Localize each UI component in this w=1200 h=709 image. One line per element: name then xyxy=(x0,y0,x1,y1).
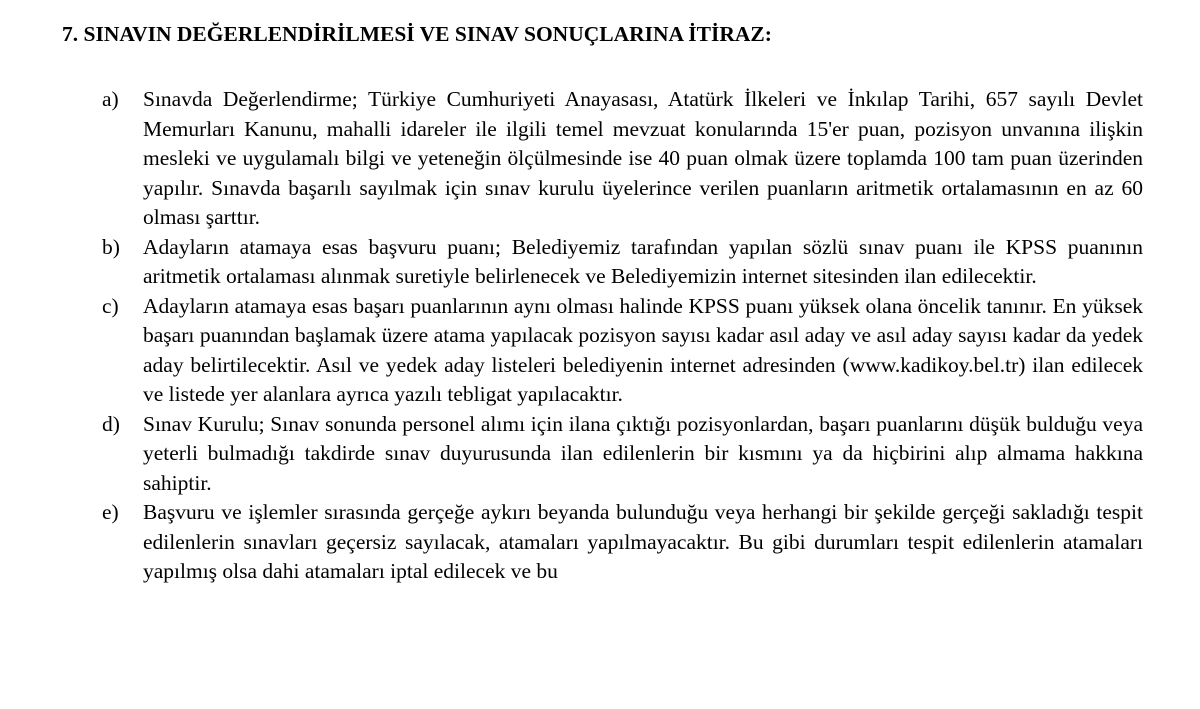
provisions-list xyxy=(100,85,1143,587)
list-item-e xyxy=(100,498,1143,587)
list-item-text: Adayların atamaya esas başvuru puanı; Belediyemiz tarafından yapılan sözlü sınav puanı ile KPSS puanının aritmetik ortalaması alınmak suretiyle belirlenecek ve Belediyemizin internet sitesinden ilan edilecektir. xyxy=(143,234,1143,288)
list-item-text: Başvuru ve işlemler sırasında gerçeğe aykırı beyanda bulunduğu veya herhangi bir şekilde gerçeği sakladığı tespit edilenlerin sınavları geçersiz sayılacak, atamaları yapılmayacaktır. Bu gibi durumları tespit edilenlerin atamaları yapılmış olsa dahi atamaları iptal edilecek ve bu xyxy=(143,500,1143,583)
list-item-d xyxy=(100,410,1143,499)
list-marker: a) xyxy=(102,87,119,111)
list-marker: c) xyxy=(102,293,119,318)
list-marker: d) xyxy=(102,411,120,436)
list-marker: b) xyxy=(102,234,120,259)
list-item-text: Sınav Kurulu; Sınav sonunda personel alımı için ilana çıktığı pozisyonlardan, başarı puanlarını düşük bulduğu veya yeterli bulmadığı takdirde sınav duyurusunda ilan edilenlerin bir kısmını ya da hiçbirini alıp almama hakkına sahiptir. xyxy=(143,411,1143,495)
list-item-c xyxy=(100,292,1143,410)
list-item-a xyxy=(100,85,1143,233)
section-heading: 7. SINAVIN DEĞERLENDİRİLMESİ VE SINAV SONUÇLARINA İTİRAZ: xyxy=(62,22,772,46)
list-marker: e) xyxy=(102,500,119,524)
list-item-b xyxy=(100,233,1143,292)
list-item-text: Sınavda Değerlendirme; Türkiye Cumhuriyeti Anayasası, Atatürk İlkeleri ve İnkılap Tarihi, 657 sayılı Devlet Memurları Kanunu, mahalli idareler ile ilgili temel mevzuat konularında 15'er puan, pozisyon unvanına ilişkin mesleki ve uygulamalı bilgi ve yeteneğin ölçülmesinde ise 40 puan olmak üzere toplamda 100 tam puan üzerinden yapılır. Sınavda başarılı sayılmak için sınav kurulu üyelerince verilen puanların aritmetik ortalamasının en az 60 olması şarttır. xyxy=(143,87,1143,229)
list-item-text: Adayların atamaya esas başarı puanlarının aynı olması halinde KPSS puanı yüksek olana öncelik tanınır. En yüksek başarı puanından başlamak üzere atama yapılacak pozisyon sayısı kadar asıl aday ve asıl aday sayısı kadar da yedek aday belirtilecektir. Asıl ve yedek aday listeleri belediyenin internet adresinden (www.kadikoy.bel.tr) ilan edilecek ve listede yer alanlara ayrıca yazılı tebligat yapılacaktır. xyxy=(143,293,1143,406)
